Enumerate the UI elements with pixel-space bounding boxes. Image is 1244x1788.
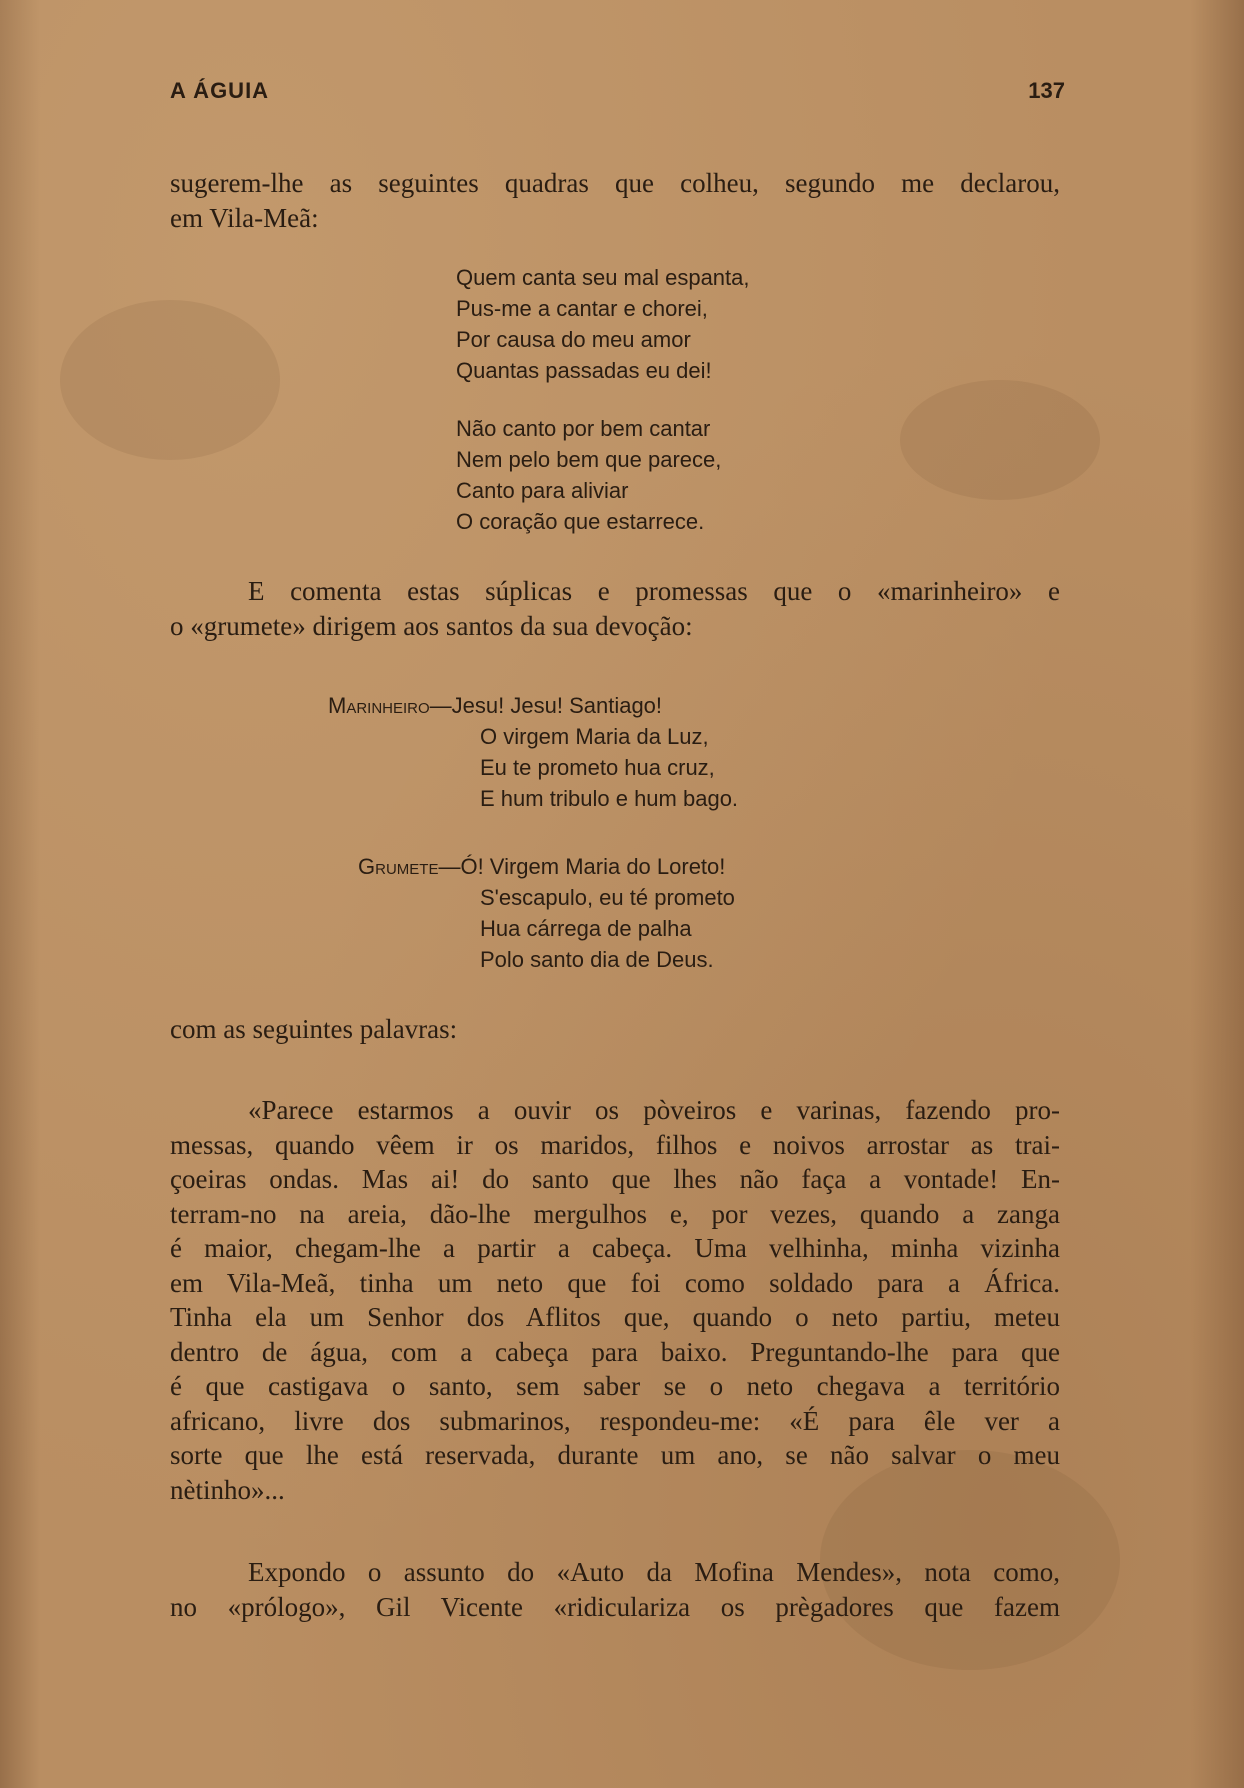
speech-text: —Jesu! Jesu! Santiago! — [429, 693, 663, 718]
paper-stain — [60, 300, 280, 460]
running-title: A ÁGUIA — [170, 78, 270, 103]
verse-line: Hua cárrega de palha — [480, 916, 692, 941]
text-line: o «grumete» dirigem aos santos da sua devoção: — [170, 610, 693, 641]
text-line: messas, quando vêem ir os maridos, filhos e noivos arrostar as trai- — [170, 1129, 1060, 1160]
verse-line: Eu te prometo hua cruz, — [480, 755, 715, 780]
speaker-name: Grumete — [358, 854, 439, 879]
text-line: com as seguintes palavras: — [170, 1014, 458, 1044]
page-header — [170, 78, 1065, 114]
text-line: dentro de água, com a cabeça para baixo. Preguntando-lhe para que — [170, 1336, 1060, 1367]
verse-line: Quem canta seu mal espanta, — [456, 265, 750, 290]
transition-paragraph — [170, 1012, 1060, 1047]
text-line: E comenta estas súplicas e promessas que o «marinheiro» e — [248, 576, 1060, 606]
verse-line: Polo santo dia de Deus. — [480, 947, 714, 972]
speaker-name: Marinheiro — [328, 693, 430, 718]
text-line: «Parece estarmos a ouvir os pòveiros e varinas, fazendo pro- — [248, 1095, 1060, 1125]
verse-line: O coração que estarrece. — [456, 509, 705, 534]
text-line: é maior, chegam-lhe a partir a cabeça. Uma velhinha, minha vizinha — [170, 1233, 1060, 1263]
grumete-speech — [358, 851, 735, 975]
text-line: em Vila-Meã, tinha um neto que foi como soldado para a África. — [170, 1267, 1060, 1298]
verse-line: Por causa do meu amor — [456, 327, 691, 352]
marinheiro-speech — [328, 690, 738, 814]
verse-line: Canto para aliviar — [456, 478, 629, 503]
text-line: em Vila-Meã: — [170, 202, 319, 233]
text-line: nètinho»... — [170, 1474, 285, 1505]
text-line: africano, livre dos submarinos, respondeu-me: «É para êle ver a — [170, 1405, 1060, 1436]
text-line: terram-no na areia, dão-lhe mergulhos e, por vezes, quando a zanga — [170, 1198, 1060, 1229]
speech-text: —Ó! Virgem Maria do Loreto! — [438, 854, 726, 879]
comment-paragraph — [170, 574, 1060, 643]
verse-line: Não canto por bem cantar — [456, 416, 711, 441]
verse-line: Quantas passadas eu dei! — [456, 358, 712, 383]
page-number: 137 — [1028, 78, 1065, 103]
quote-paragraph — [170, 1093, 1060, 1507]
quatrain-1 — [456, 262, 750, 386]
verse-line — [358, 851, 735, 882]
verse-line: O virgem Maria da Luz, — [480, 724, 709, 749]
verse-line: E hum tribulo e hum bago. — [480, 786, 739, 811]
intro-paragraph — [170, 166, 1060, 235]
verse-line: S'escapulo, eu té prometo — [480, 885, 735, 910]
text-line: é que castigava o santo, sem saber se o neto chegava a território — [170, 1371, 1060, 1401]
text-line: Expondo o assunto do «Auto da Mofina Mendes», nota como, — [248, 1557, 1060, 1587]
verse-line: Pus-me a cantar e chorei, — [456, 296, 708, 321]
text-line: no «prólogo», Gil Vicente «ridiculariza os prègadores que fazem — [170, 1591, 1060, 1622]
verse-line: Nem pelo bem que parece, — [456, 447, 722, 472]
text-line: Tinha ela um Senhor dos Aflitos que, quando o neto partiu, meteu — [170, 1302, 1060, 1332]
verse-line — [328, 690, 738, 721]
text-line: çoeiras ondas. Mas ai! do santo que lhes não faça a vontade! En- — [170, 1164, 1060, 1194]
quatrain-2 — [456, 413, 721, 537]
closing-paragraph — [170, 1555, 1060, 1624]
paper-stain — [900, 380, 1100, 500]
text-line: sorte que lhe está reservada, durante um ano, se não salvar o meu — [170, 1440, 1060, 1470]
text-line: sugerem-lhe as seguintes quadras que colheu, segundo me declarou, — [170, 168, 1060, 198]
